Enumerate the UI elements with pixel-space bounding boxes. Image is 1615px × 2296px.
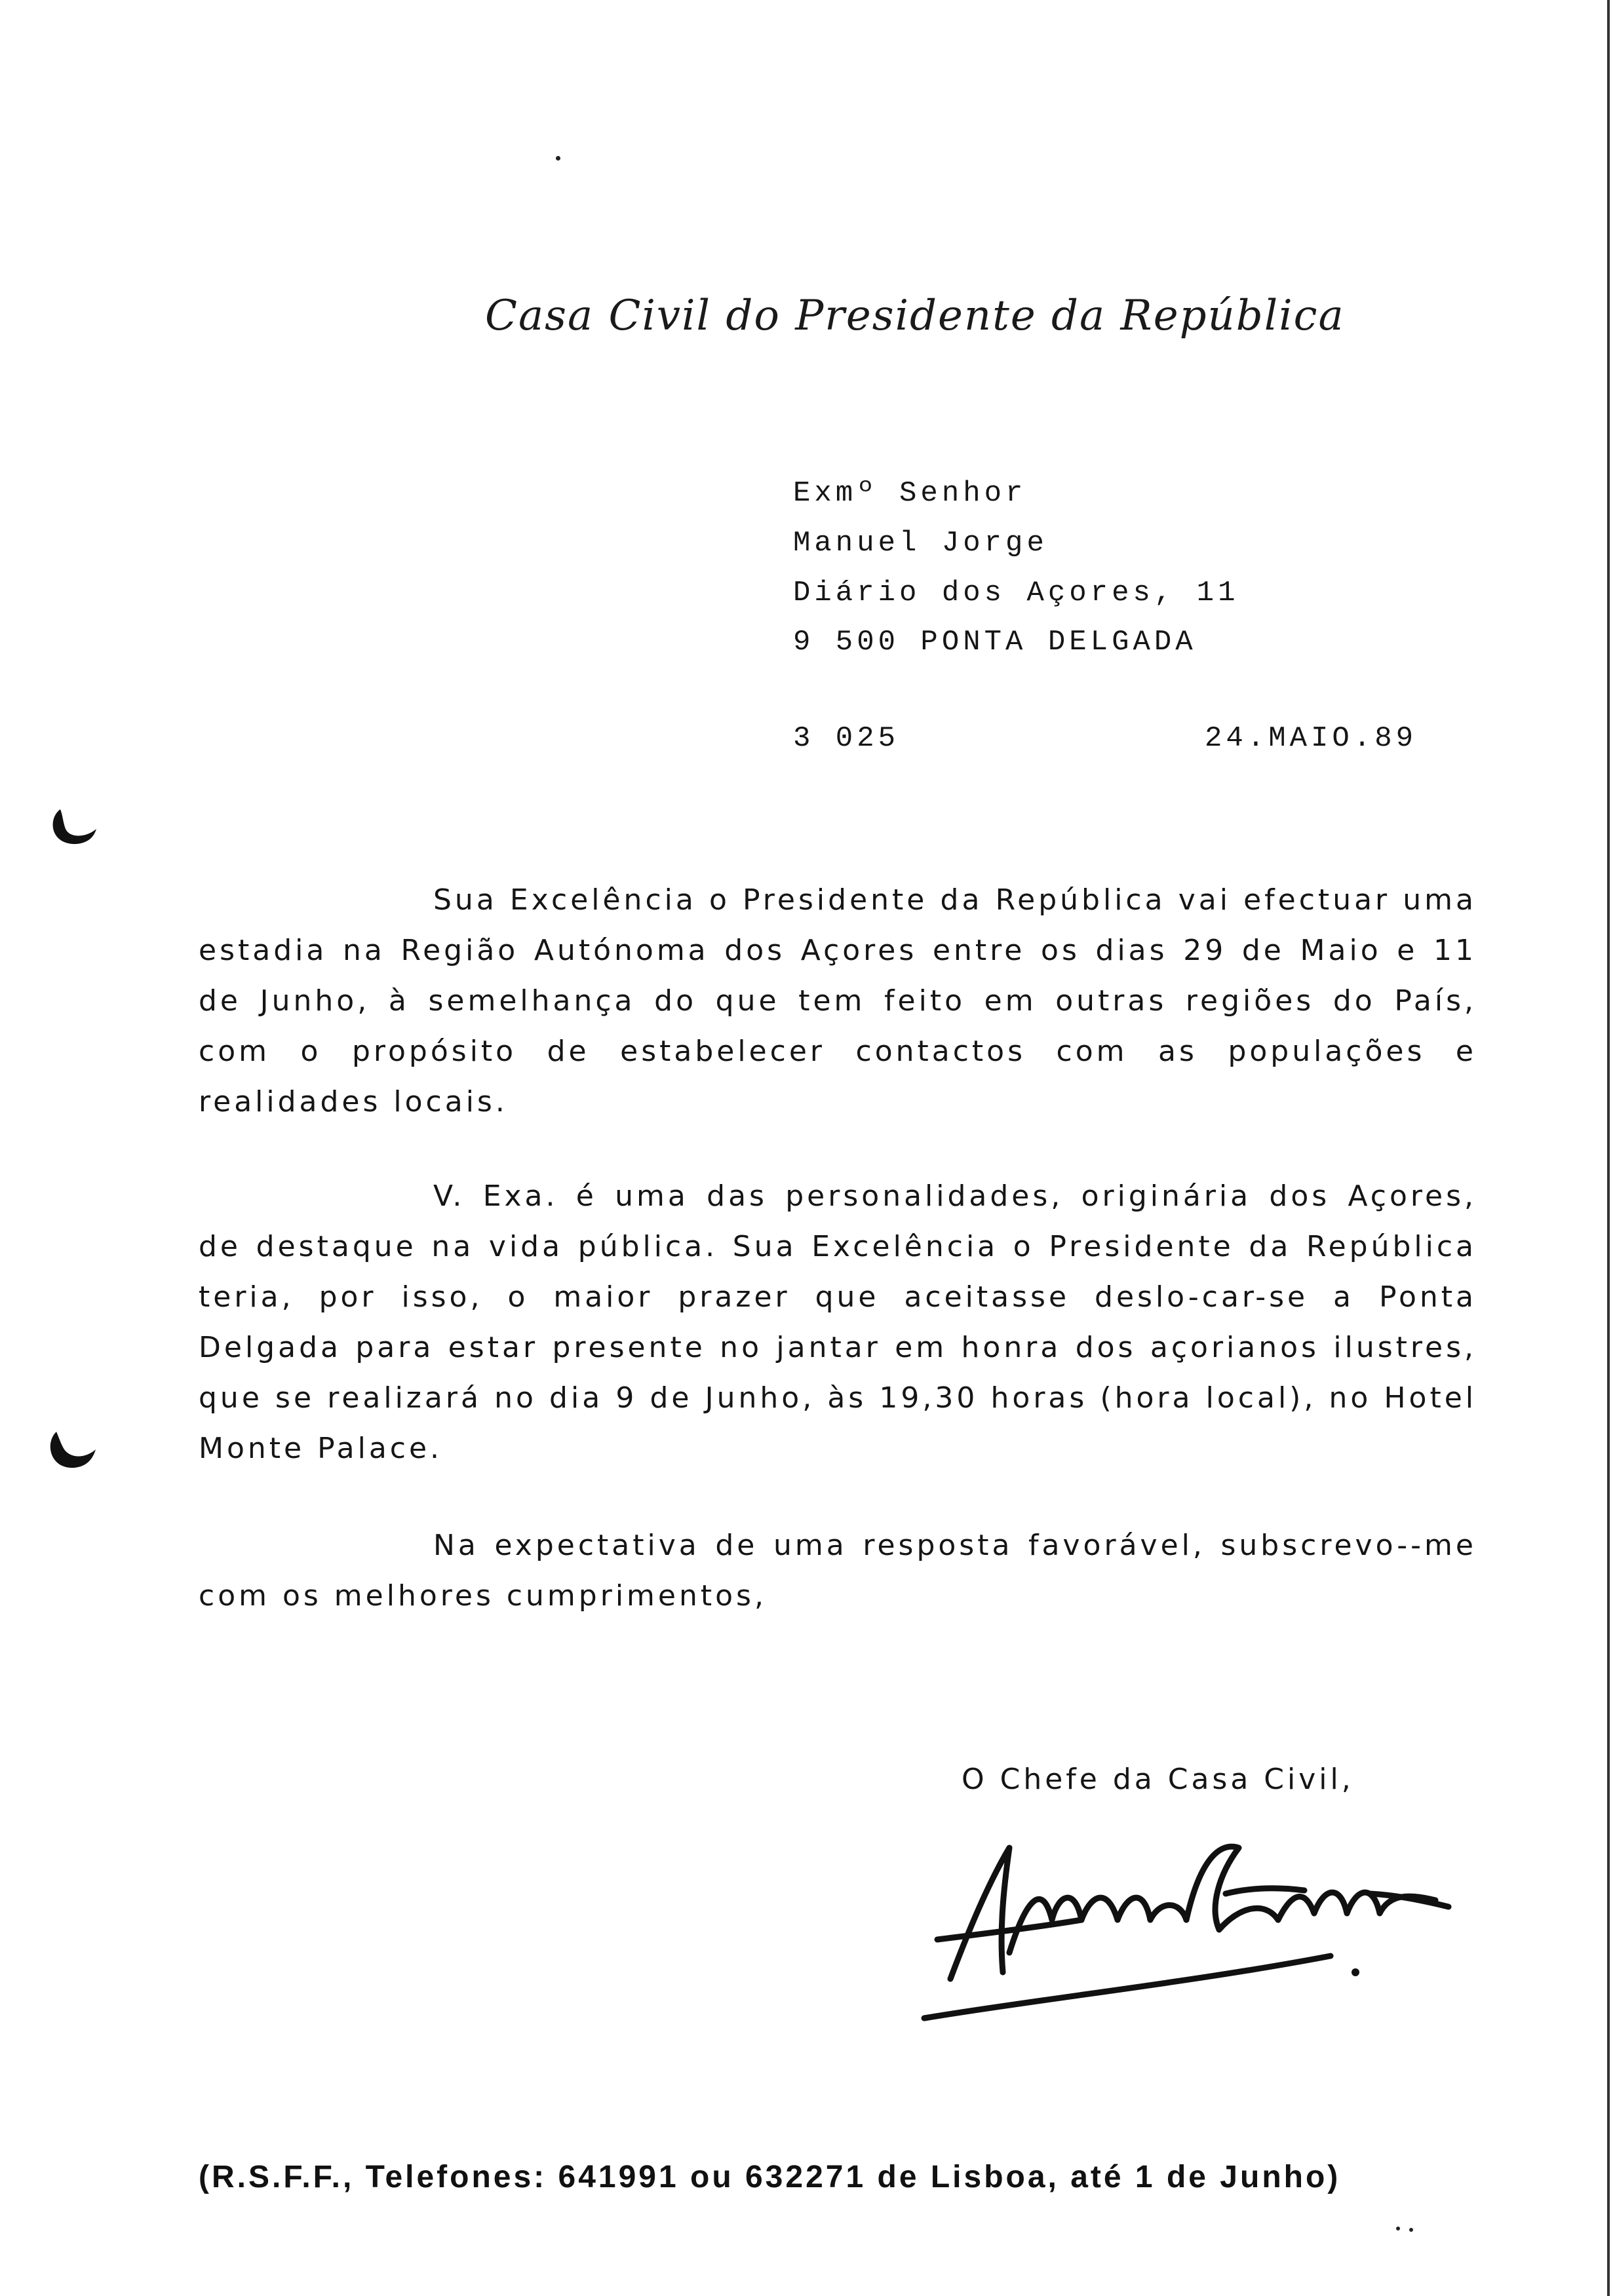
- signature: [911, 1822, 1475, 2031]
- punch-hole-mark-top: [47, 806, 100, 852]
- paragraph-3: Na expectativa de uma resposta favorável, subscrevo--me com os melhores cumprimentos,: [199, 1529, 1477, 1613]
- reference-number: 3 025: [793, 722, 900, 755]
- recipient-line-4: 9 500 PONTA DELGADA: [793, 626, 1197, 659]
- scan-dot: [1409, 2228, 1413, 2232]
- letter-body-2: [199, 1171, 1477, 1474]
- letter-date: 24.MAIO.89: [1205, 722, 1418, 755]
- punch-hole-mark-bottom: [45, 1428, 97, 1474]
- paragraph-1: Sua Excelência o Presidente da República vai efectuar uma estadia na Região Autónoma dos Açores entre os dias 29 de Maio e 11 de Junho, à semelhança do que tem feito em outras regiões do País, com o propósito de estabelecer contactos com as populações e realidades locais.: [199, 883, 1477, 1119]
- footer-note: (R.S.F.F., Telefones: 641991 ou 632271 de Lisboa, até 1 de Junho): [199, 2160, 1341, 2194]
- letterhead: Casa Civil do Presidente da República: [485, 292, 1345, 340]
- paragraph-2: V. Exa. é uma das personalidades, originária dos Açores, de destaque na vida pública. Sua Excelência o Presidente da República teria, por isso, o maior prazer que aceitasse deslo-car-se a Ponta Delgada para estar presente no jantar em honra dos açorianos ilustres, que se realizará no dia 9 de Junho, às 19,30 horas (hora local), no Hotel Monte Palace.: [199, 1179, 1477, 1465]
- recipient-line-1: Exmº Senhor: [793, 477, 1027, 510]
- letter-body-3: [199, 1520, 1477, 1621]
- scan-dot: [556, 156, 560, 161]
- letter-body: [199, 875, 1477, 1127]
- scan-dot: [1396, 2227, 1400, 2230]
- recipient-line-3: Diário dos Açores, 11: [793, 577, 1239, 609]
- signoff: O Chefe da Casa Civil,: [962, 1763, 1354, 1796]
- page-edge-line: [1607, 0, 1610, 2296]
- recipient-line-2: Manuel Jorge: [793, 527, 1048, 560]
